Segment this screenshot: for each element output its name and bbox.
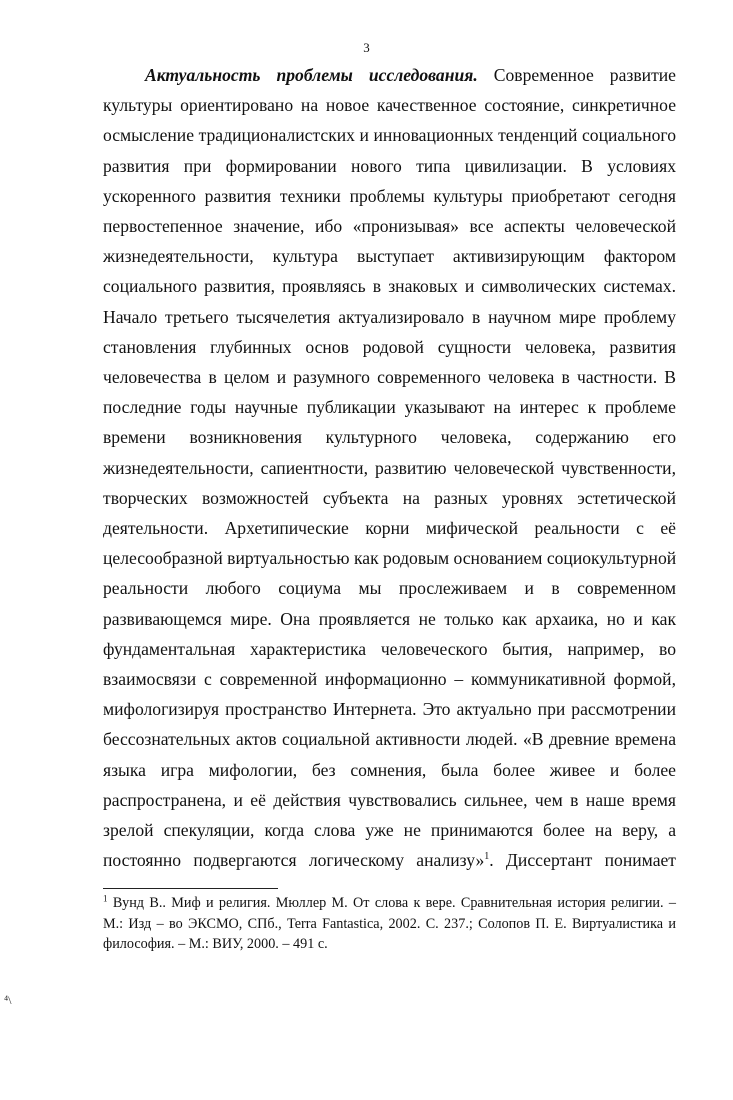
footnote-marker: 1 — [103, 893, 108, 904]
paragraph-line: Начало третьего тысячелетия актуализировало в научном мире проблему — [103, 306, 676, 327]
footnote — [103, 893, 676, 955]
paragraph-line: ускоренного развития техники проблемы культуры приобретают сегодня — [103, 185, 676, 206]
paragraph-line: зрелой спекуляции, когда слова уже не принимаются более на веру, а — [103, 820, 676, 841]
paragraph-line: развивающемся мире. Она проявляется не только как архаика, но и как — [103, 608, 676, 629]
footnote-reference[interactable]: 1 — [484, 851, 490, 863]
footnote-line: философия. – М.: ВИУ, 2000. – 491 с. — [103, 936, 328, 952]
section-heading: Актуальность проблемы исследования. — [145, 65, 478, 85]
paragraph-line: развития при формировании нового типа цивилизации. В условиях — [103, 155, 676, 176]
paragraph-line: жизнедеятельности, сапиентности, развитию человеческой чувственности, — [103, 457, 676, 478]
paragraph-line: последние годы научные публикации указывают на интерес к проблеме — [103, 397, 676, 418]
paragraph-line: деятельности. Архетипические корни мифической реальности с её — [103, 518, 676, 539]
paragraph-line: Актуальность проблемы исследования. Современное развитие — [145, 65, 676, 85]
paragraph-line: языка игра мифологии, без сомнения, была более живее и более — [103, 759, 676, 780]
footnote-divider — [103, 888, 278, 889]
paragraph-line: фундаментальная характеристика человеческого бытия, например, во — [103, 638, 676, 659]
paragraph-line: первостепенное значение, ибо «пронизывая» все аспекты человеческой — [103, 216, 676, 237]
paragraph-line: времени возникновения культурного человека, содержанию его — [103, 427, 676, 448]
page-number: 3 — [363, 40, 370, 55]
paragraph-line: постоянно подвергаются логическому анализу»$^1$. Диссертант понимает — [103, 850, 677, 871]
paragraph-line: взаимосвязи с современной информационно – коммуникативной формой, — [103, 669, 676, 690]
paragraph-line: культуры ориентировано на новое качественное состояние, синкретичное — [103, 95, 676, 116]
footnote-line: $^1$ Вунд В.. Миф и религия. Мюллер М. От слова к вере. Сравнительная история религии. – — [103, 893, 677, 911]
paragraph-line: социального развития, проявляясь в знаковых и символических системах. — [103, 276, 676, 297]
paragraph-line: осмысление традиционалистских и инновационных тенденций социального — [103, 125, 676, 146]
footnote-line: М.: Изд – во ЭКСМО, СПб., Terra Fantastica, 2002. С. 237.; Солопов П. Е. Виртуалистика и — [103, 915, 676, 932]
scan-artifact: ⁴\ — [4, 993, 12, 1007]
paragraph-line: целесообразной виртуальностью как родовым основанием социокультурной — [103, 548, 677, 569]
paragraph-line: распространена, и её действия чувствовались сильнее, чем в наше время — [103, 789, 676, 810]
main-paragraph — [103, 60, 676, 875]
paragraph-line: реальности любого социума мы прослеживаем и в современном — [103, 578, 676, 599]
paragraph-line: мифологизируя пространство Интернета. Это актуально при рассмотрении — [103, 699, 676, 720]
paragraph-line: становления глубинных основ родовой сущности человека, развития — [103, 336, 676, 357]
paragraph-line: творческих возможностей субъекта на разных уровнях эстетической — [103, 487, 676, 508]
paragraph-line: человечества в целом и разумного современного человека в частности. В — [103, 367, 676, 388]
paragraph-line: жизнедеятельности, культура выступает активизирующим фактором — [103, 246, 676, 267]
paragraph-line: бессознательных актов социальной активности людей. «В древние времена — [103, 729, 676, 750]
